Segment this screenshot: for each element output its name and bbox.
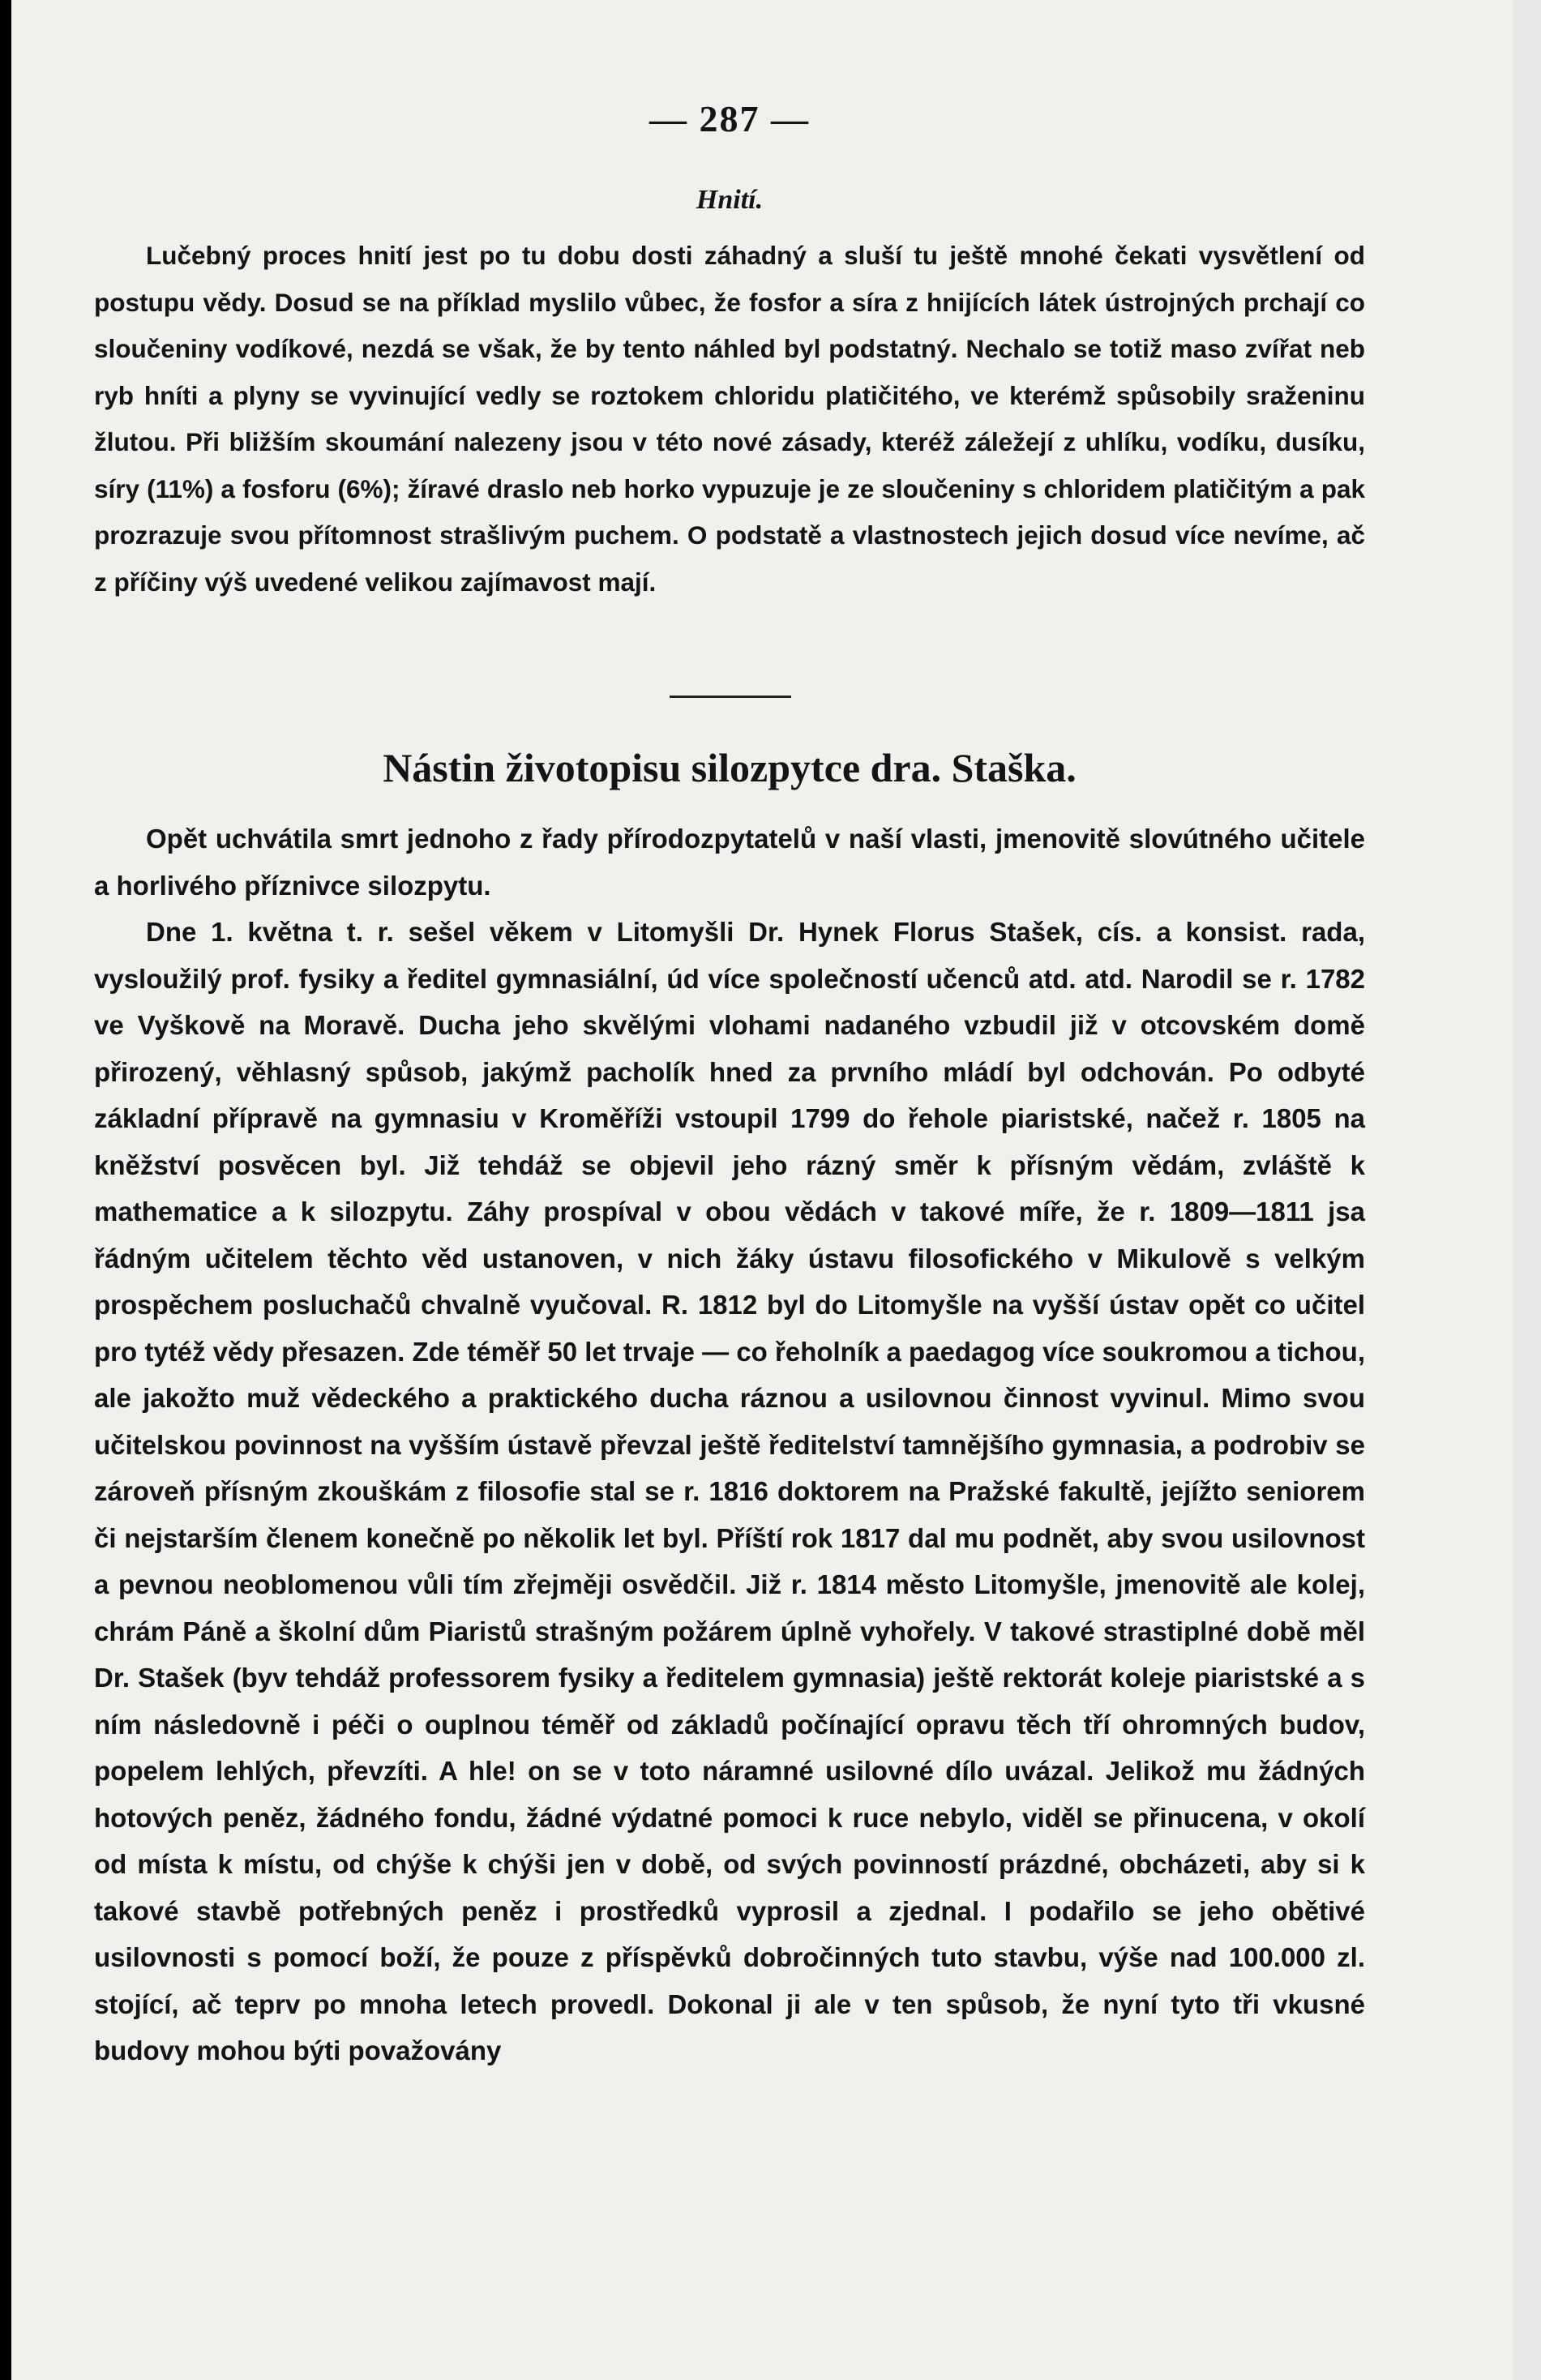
biography-body xyxy=(94,815,1365,2074)
paragraph-text: Lučebný proces hnití jest po tu dobu dosti záhadný a sluší tu ještě mnohé čekati vysvětlení od postupu vědy. Dosud se na příklad myslilo vůbec, že fosfor a síra z hnijících látek ústrojných prchají co sloučeniny vodíkové, nezdá se však, že by tento náhled byl podstatný. Nechalo se totiž maso zvířat neb ryb hníti a plyny se vyvinující vedly se roztokem chloridu platičitého, ve kterémž spůsobily sraženinu žlutou. Při bližším skoumání nalezeny jsou v této nové zásady, kteréž záležejí z uhlíku, vodíku, dusíku, síry (11%) a fosforu (6%); žíravé draslo neb horko vypuzuje je ze sloučeniny s chloridem platičitým a pak prozrazuje svou přítomnost strašlivým puchem. O podstatě a vlastnostech jejich dosud více nevíme, ač z příčiny výš uvedené velikou zajímavost mají. xyxy=(94,241,1365,597)
page-number: — 287 — xyxy=(649,98,810,139)
divider-rule xyxy=(670,696,791,698)
article-title: Nástin životopisu silozpytce dra. Staška. xyxy=(383,745,1077,790)
paragraph-intro: Opět uchvátila smrt jednoho z řady přírodozpytatelů v naší vlasti, jmenovitě slovútného učitele a horlivého příznivce silozpytu. xyxy=(94,824,1365,901)
scanned-page xyxy=(11,0,1513,2380)
paragraph-main: Dne 1. května t. r. sešel věkem v Litomyšli Dr. Hynek Florus Stašek, cís. a konsist. rada, vysloužilý prof. fysiky a ředitel gymnasiální, úd více společností učenců atd. atd. Narodil se r. 1782 ve Vyškově na Moravě. Ducha jeho skvělými vlohami nadaného vzbudil již v otcovském domě přirozený, věhlasný spůsob, jakýmž pacholík hned za prvního mládí byl odchován. Po odbyté základní přípravě na gymnasiu v Kroměříži vstoupil 1799 do řehole piaristské, načež r. 1805 na kněžství posvěcen byl. Již tehdáž se objevil jeho rázný směr k přísným vědám, zvláště k mathematice a k silozpytu. Záhy prospíval v obou vědách v takové míře, že r. 1809—1811 jsa řádným učitelem těchto věd ustanoven, v nich žáky ústavu filosofického v Mikulově s velkým prospěchem posluchačů chvalně vyučoval. R. 1812 byl do Litomyšle na vyšší ústav opět co učitel pro tytéž vědy přesazen. Zde téměř 50 let trvaje — co řeholník a paedagog více soukromou a tichou, ale jakožto muž vědeckého a praktického ducha ráznou a usilovnou činnost vyvinul. Mimo svou učitelskou povinnost na vyšším ústavě převzal ještě ředitelství tamnějšího gymnasia, a podrobiv se zároveň přísným zkouškám z filosofie stal se r. 1816 doktorem na Pražské fakultě, jejížto seniorem či nejstarším členem konečně po několik let byl. Příští rok 1817 dal mu podnět, aby svou usilovnost a pevnou neoblomenou vůli tím zřejměji osvědčil. Již r. 1814 město Litomyšle, jmenovitě ale kolej, chrám Páně a školní dům Piaristů strašným požárem úplně vyhořely. V takové strastiplné době měl Dr. Stašek (byv tehdáž professorem fysiky a ředitelem gymnasia) ještě rektorát koleje piaristské a s ním následovně i péči o ouplnou téměř od základů počínající opravu těch tří ohromných budov, popelem lehlých, převzíti. A hle! on se v toto náramné usilovné dílo uvázal. Jelikož mu žádných hotových peněz, žádného fondu, žádné výdatné pomoci k ruce nebylo, viděl se přinucena, v okolí od místa k místu, od chýše k chýši jen v době, od svých povinností prázdné, obcházeti, aby si k takové stavbě potřebných peněz i prostředků vyprosil a zjednal. I podařilo se jeho obětivé usilovnosti s pomocí boží, že pouze z příspěvků dobročinných tuto stavbu, výše nad 100.000 zl. stojící, ač teprv po mnoha letech provedl. Dokonal ji ale v ten spůsob, že nyní tyto tři vkusné budovy mohou býti považovány xyxy=(94,917,1365,2065)
scan-edge xyxy=(1513,0,1541,2380)
section-heading: Hnití. xyxy=(696,185,764,215)
paragraph-hniti xyxy=(94,233,1365,606)
